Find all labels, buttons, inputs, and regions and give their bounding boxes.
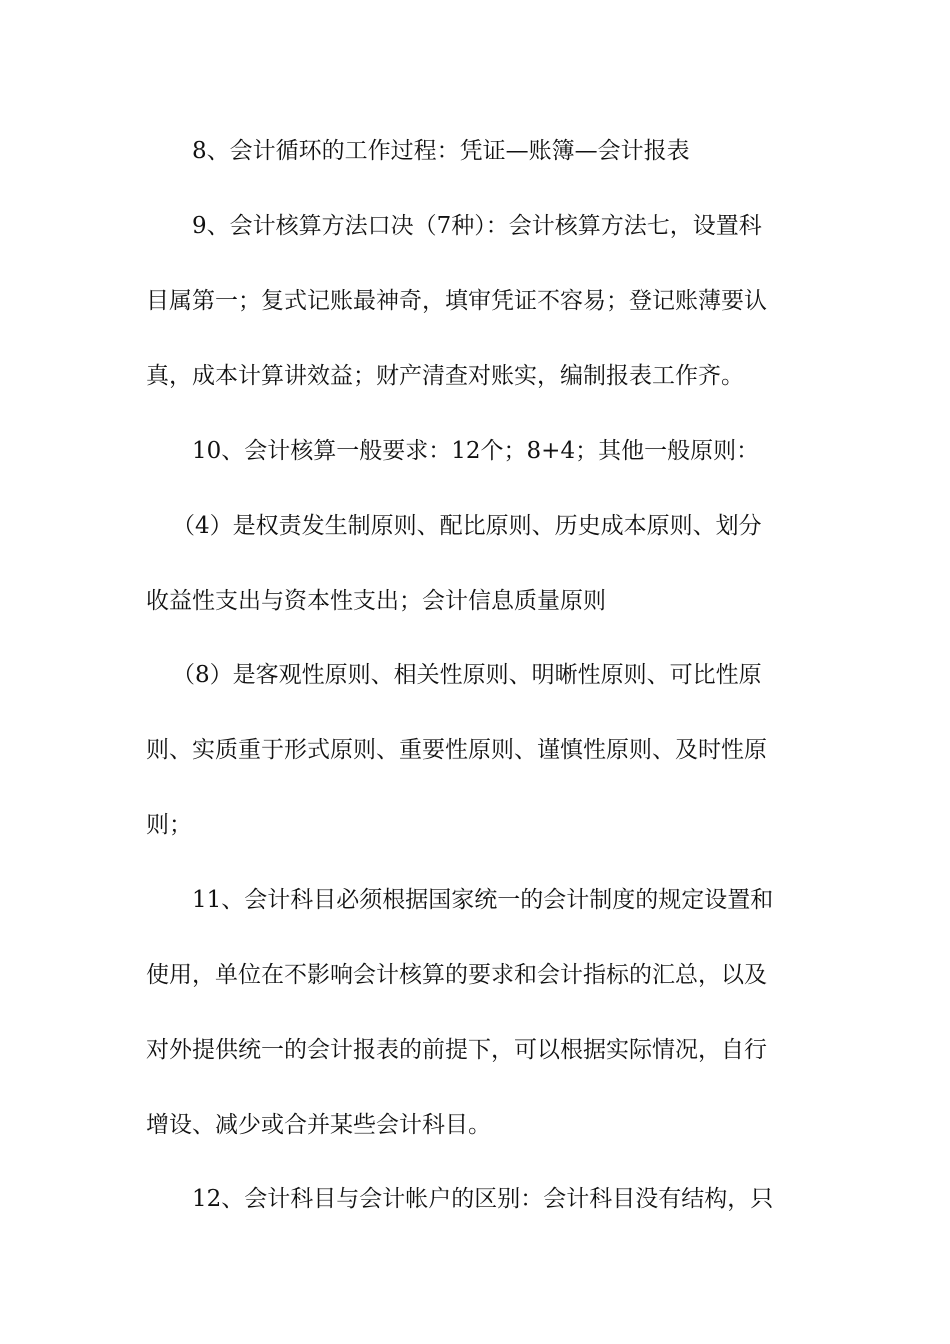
paragraph-8-line-1: 8、会计循环的工作过程：凭证—账簿—会计报表	[192, 138, 690, 164]
paragraph-11-line-4: 增设、减少或合并某些会计科目。	[146, 1112, 491, 1138]
paragraph-9-line-1: 9、会计核算方法口决（7种）：会计核算方法七，设置科	[192, 213, 762, 239]
paragraph-9-line-2: 目属第一；复式记账最神奇，填审凭证不容易；登记账薄要认	[146, 288, 767, 314]
principle-8-line-2: 则、实质重于形式原则、重要性原则、谨慎性原则、及时性原	[146, 737, 767, 763]
paragraph-9-line-3: 真，成本计算讲效益；财产清查对账实，编制报表工作齐。	[146, 363, 744, 389]
paragraph-11-line-2: 使用，单位在不影响会计核算的要求和会计指标的汇总，以及	[146, 962, 767, 988]
principle-8-line-3: 则；	[146, 812, 192, 838]
principle-8-line-1: （8）是客观性原则、相关性原则、明晰性原则、可比性原	[172, 662, 762, 688]
paragraph-11-line-3: 对外提供统一的会计报表的前提下，可以根据实际情况，自行	[146, 1037, 767, 1063]
paragraph-11-line-1: 11、会计科目必须根据国家统一的会计制度的规定设置和	[192, 887, 774, 913]
paragraph-12-line-1: 12、会计科目与会计帐户的区别：会计科目没有结构，只	[192, 1186, 774, 1212]
principle-4-line-1: （4）是权责发生制原则、配比原则、历史成本原则、划分	[172, 513, 762, 539]
principle-4-line-2: 收益性支出与资本性支出；会计信息质量原则	[146, 588, 606, 614]
paragraph-10-line-1: 10、会计核算一般要求：12个；8+4；其他一般原则：	[192, 438, 760, 464]
